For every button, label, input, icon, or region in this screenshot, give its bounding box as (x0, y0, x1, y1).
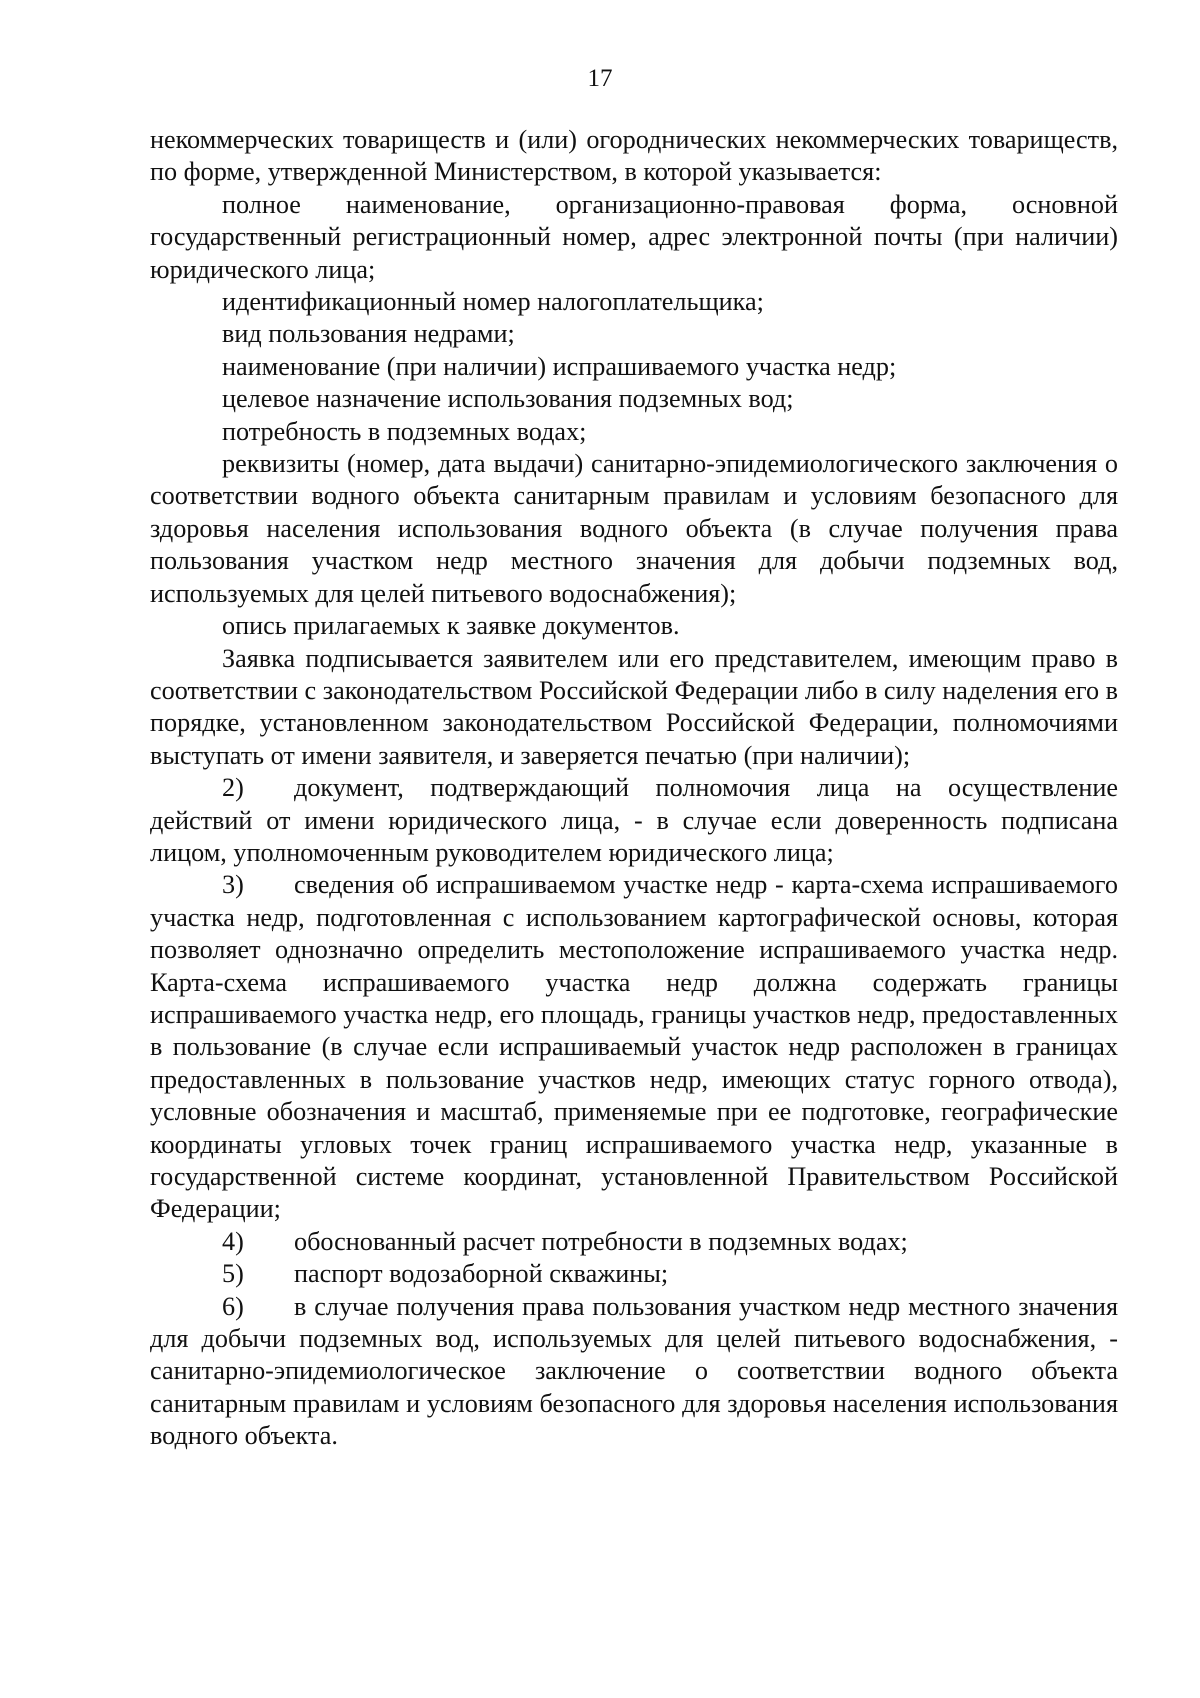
item-number: 4) (222, 1226, 244, 1256)
list-item (150, 869, 1118, 1225)
list-item (150, 772, 1118, 869)
paragraph-purpose: целевое назначение использования подземных вод; (222, 384, 794, 414)
item-number: 2) (222, 773, 244, 803)
paragraph-continuation: некоммерческих товариществ и (или) огороднических некоммерческих товариществ, по форме, утвержденной Министерством, в которой указывается: (150, 125, 1118, 187)
item-text: паспорт водозаборной скважины; (294, 1259, 669, 1289)
paragraph-plot-name: наименование (при наличии) испрашиваемого участка недр; (222, 351, 897, 381)
list-item (150, 1291, 1118, 1453)
item-number: 6) (222, 1291, 244, 1321)
item-text: документ, подтверждающий полномочия лица на осуществление действий от имени юридического лица, - в случае если доверенность подписана лицом, уполномоченным руководителем юридического лица; (150, 773, 1118, 867)
paragraph-full-name: полное наименование, организационно-правовая форма, основной государственный регистрационный номер, адрес электронной почты (при наличии) юридического лица; (150, 189, 1118, 284)
list-item (150, 1226, 1118, 1258)
paragraph-requisites: реквизиты (номер, дата выдачи) санитарно-эпидемиологического заключения о соответствии водного объекта санитарным правилам и условиям безопасного для здоровья населения использования водного объекта (в случае получения права пользования участком недр местного значения для добычи подземных вод, используемых для целей питьевого водоснабжения); (150, 449, 1118, 608)
list-item (150, 1258, 1118, 1290)
paragraph-demand: потребность в подземных водах; (222, 416, 587, 446)
item-text: в случае получения права пользования участком недр местного значения для добычи подземных вод, используемых для целей питьевого водоснабжения, - санитарно-эпидемиологическое заключение о соответствии водного объекта санитарным правилам и условиям безопасного для здоровья населения использования водного объекта. (150, 1291, 1118, 1451)
item-number: 3) (222, 870, 244, 900)
item-text: обоснованный расчет потребности в подземных водах; (294, 1226, 908, 1256)
item-text: сведения об испрашиваемом участке недр - карта-схема испрашиваемого участка недр, подготовленная с использованием картографической основы, которая позволяет однозначно определить местоположение испрашиваемого участка недр. Карта-схема испрашиваемого участка недр должна содержать границы испрашиваемого участка недр, его площадь, границы участков недр, предоставленных в пользование (в случае если испрашиваемый участок недр расположен в границах предоставленных в пользование участков недр, имеющих статус горного отвода), условные обозначения и масштаб, применяемые при ее подготовке, географические координаты угловых точек границ испрашиваемого участка недр, указанные в государственной системе координат, установленной Правительством Российской Федерации; (150, 870, 1118, 1224)
paragraph-subsoil-use-type: вид пользования недрами; (222, 319, 515, 349)
page-number: 17 (587, 65, 613, 92)
paragraph-signature: Заявка подписывается заявителем или его представителем, имеющим право в соответствии с законодательством Российской Федерации либо в силу наделения его в порядке, установленном законодательством Российской Федерации, полномочиями выступать от имени заявителя, и заверяется печатью (при наличии); (150, 643, 1118, 770)
paragraph-inn: идентификационный номер налогоплательщика; (222, 287, 764, 317)
document-body (150, 124, 1118, 1453)
paragraph-inventory: опись прилагаемых к заявке документов. (222, 611, 680, 641)
item-number: 5) (222, 1259, 244, 1289)
